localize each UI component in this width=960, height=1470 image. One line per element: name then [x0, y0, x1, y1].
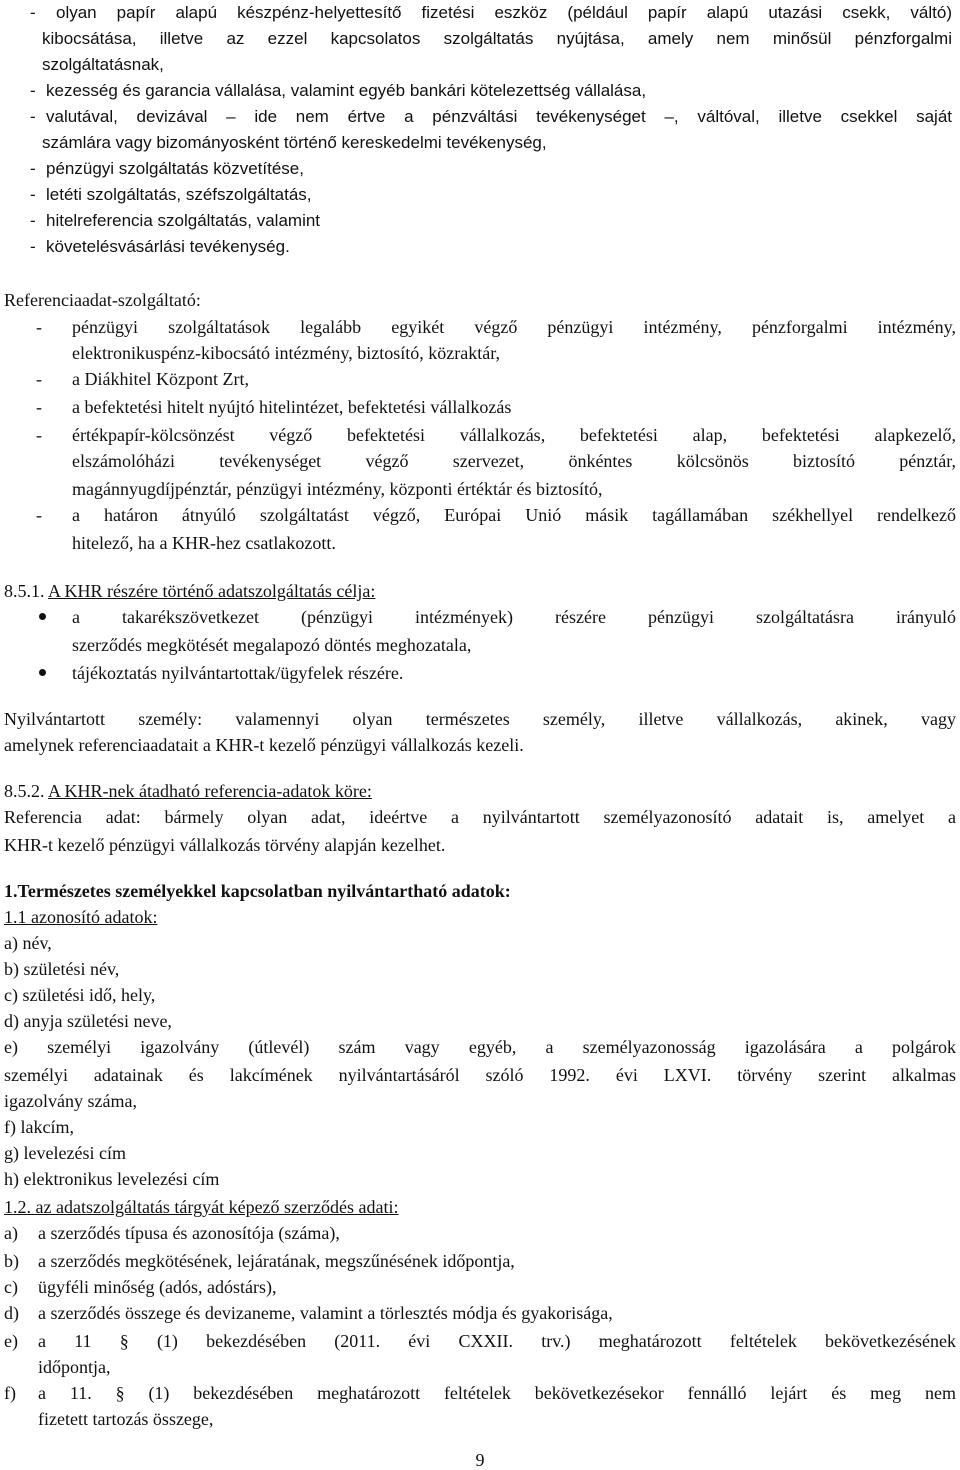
list-item-cont: elektronikuspénz-kibocsátó intézmény, biztosító, közraktár,: [72, 343, 500, 363]
paragraph-cont: amelynek referenciaadatait a KHR-t kezelő pénzügyi vállalkozás kezeli.: [4, 735, 524, 755]
contract-item-cont: időpontja,: [38, 1357, 111, 1377]
section-heading: [4, 778, 372, 804]
contract-item: a szerződés megkötésének, lejáratának, megszűnésének időpontja,: [38, 1251, 515, 1271]
section-title: A KHR-nek átadható referencia-adatok köre:: [48, 781, 372, 801]
subsection-heading: 1.2. az adatszolgáltatás tárgyát képező szerződés adati:: [4, 1197, 399, 1217]
subsection-heading: 1.1 azonosító adatok:: [4, 907, 158, 927]
list-dash: -: [30, 81, 36, 100]
contract-item: a 11 § (1) bekezdésében (2011. évi CXXII. trv.) meghatározott feltételek bekövetkezésének: [38, 1331, 956, 1351]
paragraph: Referencia adat: bármely olyan adat, ideértve a nyilvántartott személyazonosító adatait is, amelyet a: [4, 807, 956, 827]
page-number: 9: [475, 1450, 485, 1470]
section-label: Referenciaadat-szolgáltató:: [4, 290, 201, 310]
list-item: pénzügyi szolgáltatás közvetítése,: [46, 159, 304, 178]
list-dash: -: [30, 237, 36, 256]
list-item: követelésvásárlási tevékenység.: [46, 237, 290, 256]
list-item: a határon átnyúló szolgáltatást végző, Európai Unió másik tagállamában székhellyel rendelkező: [72, 505, 956, 525]
list-dash: -: [36, 505, 42, 525]
id-item: a) név,: [4, 933, 52, 953]
list-item-cont: kibocsátása, illetve az ezzel kapcsolatos szolgáltatás nyújtása, amely nem minősül pénzforgalmi: [42, 29, 952, 48]
section-number: 8.5.2.: [4, 781, 45, 801]
list-dash: -: [30, 107, 36, 126]
id-item: c) születési idő, hely,: [4, 985, 156, 1005]
contract-item: a 11. § (1) bekezdésében meghatározott feltételek bekövetkezésekor fennálló lejárt és meg nem: [38, 1383, 956, 1403]
list-dash: -: [30, 3, 36, 22]
id-item: e) személyi igazolvány (útlevél) szám vagy egyéb, a személyazonosság igazolására a polgárok: [4, 1037, 956, 1057]
id-item-cont: személyi adatainak és lakcímének nyilvántartásáról szóló 1992. évi LXVI. törvény szerint alkalmas: [4, 1065, 956, 1085]
list-dash: -: [36, 397, 42, 417]
list-item-cont: magánnyugdíjpénztár, pénzügyi intézmény, központi értéktár és biztosító,: [72, 479, 603, 499]
section-heading: 1.Természetes személyekkel kapcsolatban nyilvántartható adatok:: [4, 881, 511, 901]
contract-marker: e): [4, 1331, 18, 1351]
list-item: a Diákhitel Központ Zrt,: [72, 369, 249, 389]
contract-marker: b): [4, 1251, 19, 1271]
list-item: pénzügyi szolgáltatások legalább egyikét végző pénzügyi intézmény, pénzforgalmi intézmény,: [72, 317, 956, 337]
bullet-icon: [39, 613, 46, 620]
contract-item: a szerződés típusa és azonosítója (száma),: [38, 1223, 340, 1243]
list-item: hitelreferencia szolgáltatás, valamint: [46, 211, 321, 230]
id-item: f) lakcím,: [4, 1117, 74, 1137]
list-item: letéti szolgáltatás, széfszolgáltatás,: [46, 185, 312, 204]
list-dash: -: [36, 317, 42, 337]
bullet-item: a takarékszövetkezet (pénzügyi intézmények) részére pénzügyi szolgáltatásra irányuló: [72, 607, 956, 627]
bullet-item: tájékoztatás nyilvántartottak/ügyfelek részére.: [72, 663, 404, 683]
list-item-cont: elszámolóházi tevékenységet végző szervezet, önkéntes kölcsönös biztosító pénztár,: [72, 451, 956, 471]
contract-marker: a): [4, 1223, 18, 1243]
paragraph-cont: KHR-t kezelő pénzügyi vállalkozás törvény alapján kezelhet.: [4, 835, 446, 855]
id-item: h) elektronikus levelezési cím: [4, 1169, 220, 1189]
list-item: értékpapír-kölcsönzést végző befektetési vállalkozás, befektetési alap, befektetési alapkezelő,: [72, 425, 956, 445]
contract-marker: f): [4, 1383, 16, 1403]
list-dash: -: [30, 159, 36, 178]
contract-item: ügyféli minőség (adós, adóstárs),: [38, 1277, 277, 1297]
contract-item-cont: fizetett tartozás összege,: [38, 1409, 214, 1429]
list-item-cont: szolgáltatásnak,: [42, 55, 164, 74]
list-dash: -: [36, 425, 42, 445]
list-dash: -: [36, 369, 42, 389]
paragraph: Nyilvántartott személy: valamennyi olyan természetes személy, illetve vállalkozás, akinek, vagy: [4, 709, 956, 729]
bullet-item-cont: szerződés megkötését megalapozó döntés meghozatala,: [72, 635, 472, 655]
list-dash: -: [30, 185, 36, 204]
section-number: 8.5.1.: [4, 581, 45, 601]
id-item-cont: igazolvány száma,: [4, 1091, 137, 1111]
list-item-cont: hitelező, ha a KHR-hez csatlakozott.: [72, 533, 336, 553]
id-item: b) születési név,: [4, 959, 120, 979]
list-item: valutával, devizával – ide nem értve a pénzváltási tevékenységet –, váltóval, illetve csekkel saját: [46, 107, 952, 126]
section-title: A KHR részére történő adatszolgáltatás célja:: [48, 581, 376, 601]
bullet-icon: [39, 669, 46, 676]
list-item: kezesség és garancia vállalása, valamint egyéb bankári kötelezettség vállalása,: [46, 81, 647, 100]
list-item: a befektetési hitelt nyújtó hitelintézet, befektetési vállalkozás: [72, 397, 512, 417]
contract-item: a szerződés összege és devizaneme, valamint a törlesztés módja és gyakorisága,: [38, 1303, 613, 1323]
id-item: d) anyja születési neve,: [4, 1011, 172, 1031]
list-item: olyan papír alapú készpénz-helyettesítő fizetési eszköz (például papír alapú utazási csekk, váltó): [56, 3, 952, 22]
id-item: g) levelezési cím: [4, 1143, 126, 1163]
contract-marker: c): [4, 1277, 18, 1297]
list-dash: -: [30, 211, 36, 230]
list-item-cont: számlára vagy bizományosként történő kereskedelmi tevékenység,: [42, 133, 547, 152]
section-heading: [4, 578, 375, 604]
contract-marker: d): [4, 1303, 19, 1323]
